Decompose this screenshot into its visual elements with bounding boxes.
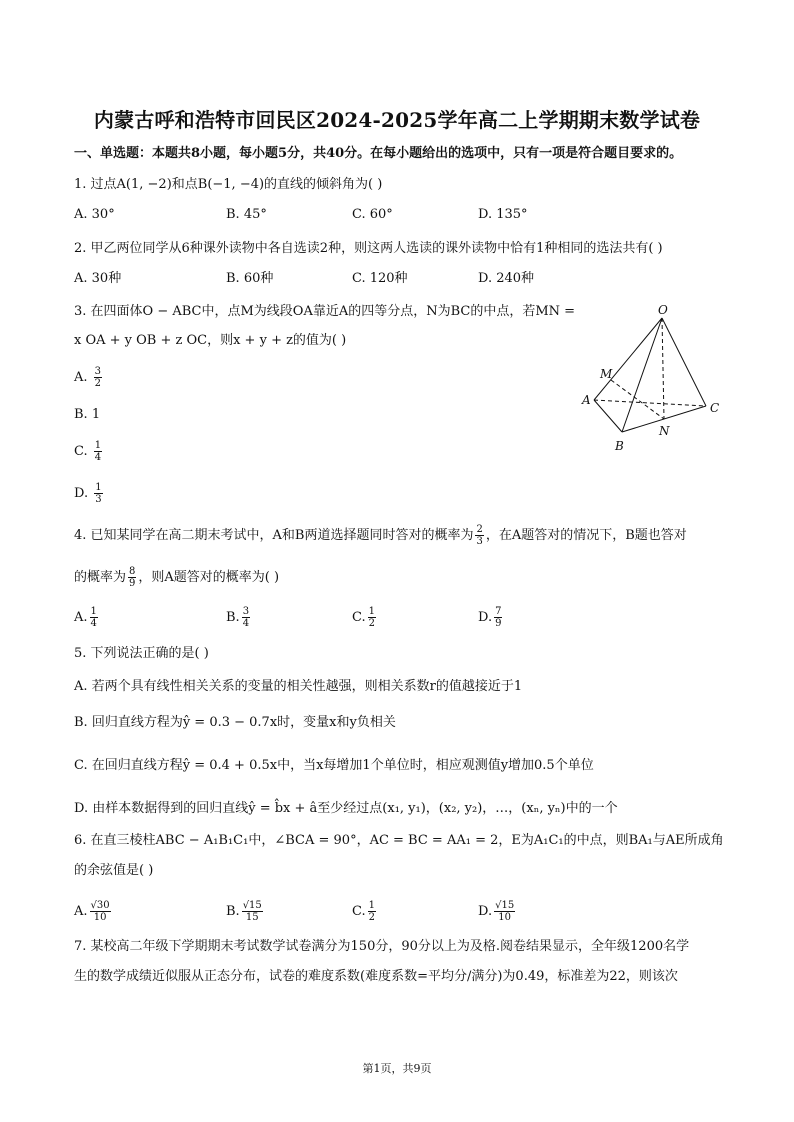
q4-option-c [352,606,378,629]
q2-option-b: B. 60种 [226,271,274,286]
denominator: 3 [476,536,483,547]
question-3-stem-line2: x OA + y OB + z OC，则x + y + z的值为( ) [74,333,347,348]
denominator: 4 [94,452,102,463]
question-3-stem-line1: 3. 在四面体O − ABC中，点M为线段OA靠近A的四等分点，N为BC的中点，若MN = [74,304,576,319]
denominator: 2 [368,912,375,923]
q4-stem-text: ，则A题答对的概率为( ) [138,570,280,585]
q3-option-d [74,482,105,505]
q4-stem-fraction [475,524,483,547]
q3-option-c [74,440,104,463]
q1-option-d: D. 135° [478,207,528,222]
option-fraction [242,606,250,629]
q3-option-a-fraction [94,366,102,389]
denominator: 9 [129,578,136,589]
question-7-stem-line1: 7. 某校高二年级下学期期末考试数学试卷满分为150分，90分以上为及格.阅卷结果显示，全年级1200名学 [74,939,690,954]
denominator: 2 [368,618,375,629]
q5-option-b: B. 回归直线方程为ŷ = 0.3 − 0.7x时，变量x和y负相关 [74,715,396,730]
q6-option-a [74,900,113,923]
option-prefix: A. [74,610,88,625]
segment-on-dashed [662,318,664,419]
question-2-stem: 2. 甲乙两位同学从6种课外读物中各自选读2种，则这两人选读的课外读物中恰有1种相同的选法共有( ) [74,241,663,256]
q5-option-d: D. 由样本数据得到的回归直线ŷ = b̂x + â至少经过点(x₁, y₁)，(x₂, y₂)，…，(xₙ, yₙ)中的一个 [74,801,618,816]
option-fraction [494,606,502,629]
denominator: 4 [242,618,250,629]
question-6-stem-line1: 6. 在直三棱柱ABC − A₁B₁C₁中，∠BCA = 90°，AC = BC = AA₁ = 2，E为A₁C₁的中点，则BA₁与AE所成角 [74,833,724,848]
label-b: B [615,439,624,453]
q4-stem-text: 的概率为 [74,570,127,585]
denominator: 15 [245,912,259,923]
q3-option-d-fraction [94,482,102,505]
question-5-stem: 5. 下列说法正确的是( ) [74,646,209,661]
option-fraction [90,900,111,923]
option-prefix: C. [352,610,366,625]
q5-option-a: A. 若两个具有线性相关关系的变量的相关性越强，则相关系数r的值越接近于1 [74,679,523,694]
option-fraction [242,900,263,923]
option-prefix: C. [352,904,366,919]
numerator: √30 [90,900,110,911]
numerator: 2 [476,524,483,535]
numerator: √15 [495,900,515,911]
q3-option-c-fraction [94,440,102,463]
numerator: 1 [368,606,375,617]
option-prefix: B. [226,610,240,625]
q2-option-c: C. 120种 [352,271,408,286]
option-prefix: D. [478,904,493,919]
question-4-stem-line1 [74,524,687,547]
q3-option-b: B. 1 [74,407,101,422]
numerator: 7 [495,606,502,617]
denominator: 3 [95,494,102,505]
denominator: 4 [90,618,97,629]
numerator: 3 [242,606,250,617]
question-6-stem-line2: 的余弦值是( ) [74,863,154,878]
edge-ac-dashed [594,400,706,406]
numerator: 1 [95,482,102,493]
edge-oa [594,318,662,400]
q2-option-a: A. 30种 [74,271,122,286]
option-fraction [494,900,515,923]
option-prefix: D. [478,610,493,625]
label-a: A [582,393,591,407]
question-7-stem-line2: 生的数学成绩近似服从正态分布，试卷的难度系数(难度系数=平均分/满分)为0.49，标准差为22，则该次 [74,969,678,984]
option-fraction [368,606,376,629]
edge-ob [622,318,662,432]
denominator: 2 [94,378,102,389]
label-n: N [659,424,670,438]
question-4-stem-line2 [74,566,279,589]
numerator: 3 [94,366,102,377]
page-footer: 第1页，共9页 [362,1062,432,1075]
segment-mn-dashed [611,380,664,419]
numerator: 1 [90,606,97,617]
edge-oc [662,318,706,406]
denominator: 10 [498,912,512,923]
q1-option-b: B. 45° [226,207,267,222]
tetrahedron-figure [580,300,730,460]
page-title: 内蒙古呼和浩特市回民区2024-2025学年高二上学期期末数学试卷 [93,108,701,132]
q3-option-a [74,366,104,389]
q4-stem-text: 4. 已知某同学在高二期末考试中，A和B两道选择题同时答对的概率为 [74,528,474,543]
option-prefix: B. [226,904,240,919]
q3-option-d-prefix: D. [74,486,89,501]
numerator: 1 [94,440,102,451]
numerator: 8 [129,566,136,577]
section-heading: 一、单选题：本题共8小题，每小题5分，共40分。在每小题给出的选项中，只有一项是符合题目要求的。 [74,146,683,161]
q2-option-d: D. 240种 [478,271,535,286]
q1-option-a: A. 30° [74,207,115,222]
q6-option-d [478,900,517,923]
numerator: 1 [368,900,375,911]
q4-option-a [74,606,100,629]
q6-option-b [226,900,265,923]
q4-stem-fraction [128,566,136,589]
q1-option-c: C. 60° [352,207,393,222]
q3-option-c-prefix: C. [74,444,88,459]
q4-option-b [226,606,252,629]
denominator: 9 [495,618,502,629]
question-1-stem: 1. 过点A(1, −2)和点B(−1, −4)的直线的倾斜角为( ) [74,177,383,192]
label-c: C [710,401,720,415]
option-fraction [368,900,376,923]
numerator: √15 [242,900,262,911]
edge-ab [594,400,622,432]
q4-option-d [478,606,504,629]
q3-option-a-prefix: A. [74,370,88,385]
option-prefix: A. [74,904,88,919]
option-fraction [90,606,98,629]
denominator: 10 [93,912,107,923]
label-m: M [600,367,613,381]
q5-option-c: C. 在回归直线方程ŷ = 0.4 + 0.5x中，当x每增加1个单位时，相应观测值y增加0.5个单位 [74,758,594,773]
label-o: O [658,303,668,317]
q6-option-c [352,900,378,923]
q4-stem-text: ，在A题答对的情况下，B题也答对 [485,528,687,543]
